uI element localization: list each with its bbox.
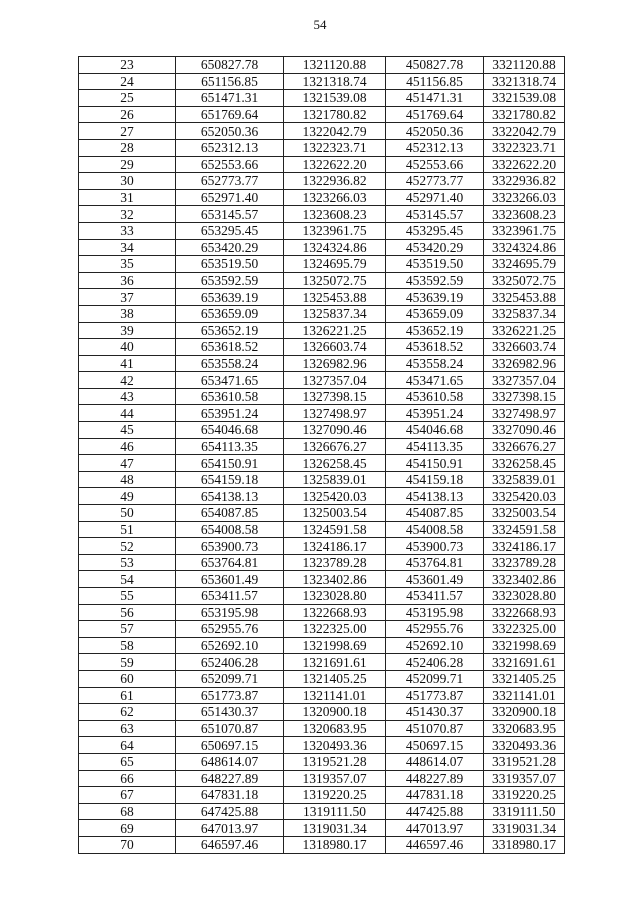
y-coordinate-cell: 1325072.75	[284, 272, 386, 289]
y2-coordinate-cell: 3321405.25	[484, 670, 565, 687]
y-coordinate-cell: 1326676.27	[284, 438, 386, 455]
table-row	[79, 571, 565, 588]
table-row	[79, 471, 565, 488]
table-row	[79, 753, 565, 770]
x2-coordinate-cell: 446597.46	[386, 836, 484, 853]
y2-coordinate-cell: 3321691.61	[484, 654, 565, 671]
x-coordinate-cell: 654008.58	[176, 521, 284, 538]
table-row	[79, 123, 565, 140]
y2-coordinate-cell: 3319357.07	[484, 770, 565, 787]
x-coordinate-cell: 647831.18	[176, 787, 284, 804]
x-coordinate-cell: 653519.50	[176, 256, 284, 273]
y2-coordinate-cell: 3322936.82	[484, 173, 565, 190]
table-row	[79, 820, 565, 837]
y-coordinate-cell: 1324186.17	[284, 538, 386, 555]
x2-coordinate-cell: 447013.97	[386, 820, 484, 837]
y2-coordinate-cell: 3323608.23	[484, 206, 565, 223]
y2-coordinate-cell: 3318980.17	[484, 836, 565, 853]
x2-coordinate-cell: 452692.10	[386, 637, 484, 654]
x-coordinate-cell: 651156.85	[176, 73, 284, 90]
point-number-cell: 70	[79, 836, 176, 853]
x-coordinate-cell: 654113.35	[176, 438, 284, 455]
x2-coordinate-cell: 447831.18	[386, 787, 484, 804]
y2-coordinate-cell: 3326676.27	[484, 438, 565, 455]
y2-coordinate-cell: 3325453.88	[484, 289, 565, 306]
y2-coordinate-cell: 3322042.79	[484, 123, 565, 140]
y-coordinate-cell: 1326258.45	[284, 455, 386, 472]
y-coordinate-cell: 1325453.88	[284, 289, 386, 306]
point-number-cell: 66	[79, 770, 176, 787]
y-coordinate-cell: 1321318.74	[284, 73, 386, 90]
point-number-cell: 42	[79, 372, 176, 389]
y2-coordinate-cell: 3324186.17	[484, 538, 565, 555]
table-row	[79, 704, 565, 721]
y-coordinate-cell: 1326221.25	[284, 322, 386, 339]
table-row	[79, 405, 565, 422]
x2-coordinate-cell: 452971.40	[386, 189, 484, 206]
y-coordinate-cell: 1323608.23	[284, 206, 386, 223]
y2-coordinate-cell: 3320683.95	[484, 720, 565, 737]
y2-coordinate-cell: 3322668.93	[484, 604, 565, 621]
point-number-cell: 54	[79, 571, 176, 588]
table-row	[79, 272, 565, 289]
y-coordinate-cell: 1325839.01	[284, 471, 386, 488]
point-number-cell: 58	[79, 637, 176, 654]
x-coordinate-cell: 653639.19	[176, 289, 284, 306]
y2-coordinate-cell: 3321539.08	[484, 90, 565, 107]
y-coordinate-cell: 1325420.03	[284, 488, 386, 505]
x-coordinate-cell: 647425.88	[176, 803, 284, 820]
x-coordinate-cell: 654150.91	[176, 455, 284, 472]
y2-coordinate-cell: 3325003.54	[484, 505, 565, 522]
x-coordinate-cell: 648614.07	[176, 753, 284, 770]
x-coordinate-cell: 652406.28	[176, 654, 284, 671]
x2-coordinate-cell: 451156.85	[386, 73, 484, 90]
point-number-cell: 43	[79, 388, 176, 405]
table-row	[79, 355, 565, 372]
x2-coordinate-cell: 453639.19	[386, 289, 484, 306]
y-coordinate-cell: 1323789.28	[284, 554, 386, 571]
x-coordinate-cell: 646597.46	[176, 836, 284, 853]
x-coordinate-cell: 650827.78	[176, 57, 284, 74]
x2-coordinate-cell: 453900.73	[386, 538, 484, 555]
point-number-cell: 60	[79, 670, 176, 687]
y2-coordinate-cell: 3323789.28	[484, 554, 565, 571]
y-coordinate-cell: 1326603.74	[284, 339, 386, 356]
y-coordinate-cell: 1321998.69	[284, 637, 386, 654]
x-coordinate-cell: 648227.89	[176, 770, 284, 787]
y-coordinate-cell: 1322668.93	[284, 604, 386, 621]
y-coordinate-cell: 1322042.79	[284, 123, 386, 140]
x-coordinate-cell: 651070.87	[176, 720, 284, 737]
y2-coordinate-cell: 3325420.03	[484, 488, 565, 505]
table-row	[79, 305, 565, 322]
x2-coordinate-cell: 453764.81	[386, 554, 484, 571]
x2-coordinate-cell: 447425.88	[386, 803, 484, 820]
point-number-cell: 53	[79, 554, 176, 571]
y-coordinate-cell: 1324591.58	[284, 521, 386, 538]
x2-coordinate-cell: 453471.65	[386, 372, 484, 389]
x2-coordinate-cell: 454113.35	[386, 438, 484, 455]
y-coordinate-cell: 1323266.03	[284, 189, 386, 206]
point-number-cell: 50	[79, 505, 176, 522]
point-number-cell: 47	[79, 455, 176, 472]
point-number-cell: 56	[79, 604, 176, 621]
x-coordinate-cell: 652050.36	[176, 123, 284, 140]
table-row	[79, 488, 565, 505]
point-number-cell: 55	[79, 588, 176, 605]
x-coordinate-cell: 653610.58	[176, 388, 284, 405]
y-coordinate-cell: 1327090.46	[284, 422, 386, 439]
x2-coordinate-cell: 453652.19	[386, 322, 484, 339]
y-coordinate-cell: 1327398.15	[284, 388, 386, 405]
x-coordinate-cell: 653659.09	[176, 305, 284, 322]
point-number-cell: 23	[79, 57, 176, 74]
x-coordinate-cell: 654138.13	[176, 488, 284, 505]
y2-coordinate-cell: 3322323.71	[484, 139, 565, 156]
x2-coordinate-cell: 454087.85	[386, 505, 484, 522]
y2-coordinate-cell: 3324324.86	[484, 239, 565, 256]
point-number-cell: 44	[79, 405, 176, 422]
x2-coordinate-cell: 453610.58	[386, 388, 484, 405]
point-number-cell: 65	[79, 753, 176, 770]
y2-coordinate-cell: 3321141.01	[484, 687, 565, 704]
point-number-cell: 30	[79, 173, 176, 190]
x2-coordinate-cell: 454046.68	[386, 422, 484, 439]
point-number-cell: 62	[79, 704, 176, 721]
x2-coordinate-cell: 452050.36	[386, 123, 484, 140]
coordinates-table	[78, 56, 565, 854]
point-number-cell: 34	[79, 239, 176, 256]
x-coordinate-cell: 651773.87	[176, 687, 284, 704]
y2-coordinate-cell: 3325837.34	[484, 305, 565, 322]
y2-coordinate-cell: 3320900.18	[484, 704, 565, 721]
y2-coordinate-cell: 3324591.58	[484, 521, 565, 538]
x2-coordinate-cell: 453951.24	[386, 405, 484, 422]
table-row	[79, 422, 565, 439]
table-row	[79, 239, 565, 256]
table-row	[79, 521, 565, 538]
table-row	[79, 222, 565, 239]
y2-coordinate-cell: 3323028.80	[484, 588, 565, 605]
point-number-cell: 48	[79, 471, 176, 488]
y-coordinate-cell: 1318980.17	[284, 836, 386, 853]
x2-coordinate-cell: 452553.66	[386, 156, 484, 173]
y-coordinate-cell: 1323028.80	[284, 588, 386, 605]
x-coordinate-cell: 654159.18	[176, 471, 284, 488]
table-row	[79, 322, 565, 339]
point-number-cell: 41	[79, 355, 176, 372]
point-number-cell: 52	[79, 538, 176, 555]
x-coordinate-cell: 654046.68	[176, 422, 284, 439]
point-number-cell: 38	[79, 305, 176, 322]
point-number-cell: 32	[79, 206, 176, 223]
table-row	[79, 372, 565, 389]
point-number-cell: 51	[79, 521, 176, 538]
x2-coordinate-cell: 451430.37	[386, 704, 484, 721]
x-coordinate-cell: 653195.98	[176, 604, 284, 621]
y-coordinate-cell: 1322323.71	[284, 139, 386, 156]
y2-coordinate-cell: 3319031.34	[484, 820, 565, 837]
x-coordinate-cell: 652773.77	[176, 173, 284, 190]
point-number-cell: 24	[79, 73, 176, 90]
x2-coordinate-cell: 452312.13	[386, 139, 484, 156]
x2-coordinate-cell: 451769.64	[386, 106, 484, 123]
y-coordinate-cell: 1324324.86	[284, 239, 386, 256]
y2-coordinate-cell: 3326258.45	[484, 455, 565, 472]
y-coordinate-cell: 1319031.34	[284, 820, 386, 837]
x-coordinate-cell: 652099.71	[176, 670, 284, 687]
y2-coordinate-cell: 3321780.82	[484, 106, 565, 123]
x-coordinate-cell: 651769.64	[176, 106, 284, 123]
point-number-cell: 25	[79, 90, 176, 107]
y-coordinate-cell: 1319220.25	[284, 787, 386, 804]
table-row	[79, 256, 565, 273]
y-coordinate-cell: 1327498.97	[284, 405, 386, 422]
x-coordinate-cell: 653900.73	[176, 538, 284, 555]
y2-coordinate-cell: 3326221.25	[484, 322, 565, 339]
y-coordinate-cell: 1323961.75	[284, 222, 386, 239]
point-number-cell: 27	[79, 123, 176, 140]
y2-coordinate-cell: 3322325.00	[484, 621, 565, 638]
point-number-cell: 28	[79, 139, 176, 156]
table-row	[79, 189, 565, 206]
x2-coordinate-cell: 451773.87	[386, 687, 484, 704]
x2-coordinate-cell: 454159.18	[386, 471, 484, 488]
y2-coordinate-cell: 3327357.04	[484, 372, 565, 389]
y2-coordinate-cell: 3319521.28	[484, 753, 565, 770]
x2-coordinate-cell: 453145.57	[386, 206, 484, 223]
table-row	[79, 73, 565, 90]
table-row	[79, 737, 565, 754]
x-coordinate-cell: 654087.85	[176, 505, 284, 522]
y2-coordinate-cell: 3325839.01	[484, 471, 565, 488]
y2-coordinate-cell: 3325072.75	[484, 272, 565, 289]
y-coordinate-cell: 1321780.82	[284, 106, 386, 123]
point-number-cell: 68	[79, 803, 176, 820]
y2-coordinate-cell: 3327498.97	[484, 405, 565, 422]
y-coordinate-cell: 1319521.28	[284, 753, 386, 770]
x2-coordinate-cell: 452773.77	[386, 173, 484, 190]
x2-coordinate-cell: 453195.98	[386, 604, 484, 621]
y2-coordinate-cell: 3326982.96	[484, 355, 565, 372]
x-coordinate-cell: 653411.57	[176, 588, 284, 605]
y-coordinate-cell: 1321120.88	[284, 57, 386, 74]
x-coordinate-cell: 653618.52	[176, 339, 284, 356]
x2-coordinate-cell: 453519.50	[386, 256, 484, 273]
x-coordinate-cell: 653601.49	[176, 571, 284, 588]
table-row	[79, 803, 565, 820]
y-coordinate-cell: 1325003.54	[284, 505, 386, 522]
table-row	[79, 90, 565, 107]
x2-coordinate-cell: 451471.31	[386, 90, 484, 107]
x-coordinate-cell: 653652.19	[176, 322, 284, 339]
table-body	[79, 57, 565, 854]
x2-coordinate-cell: 453295.45	[386, 222, 484, 239]
table-row	[79, 554, 565, 571]
point-number-cell: 59	[79, 654, 176, 671]
point-number-cell: 36	[79, 272, 176, 289]
table-row	[79, 720, 565, 737]
point-number-cell: 40	[79, 339, 176, 356]
x2-coordinate-cell: 452955.76	[386, 621, 484, 638]
x2-coordinate-cell: 454008.58	[386, 521, 484, 538]
point-number-cell: 31	[79, 189, 176, 206]
point-number-cell: 26	[79, 106, 176, 123]
y2-coordinate-cell: 3327398.15	[484, 388, 565, 405]
y-coordinate-cell: 1321539.08	[284, 90, 386, 107]
table-row	[79, 206, 565, 223]
x-coordinate-cell: 651430.37	[176, 704, 284, 721]
table-row	[79, 621, 565, 638]
point-number-cell: 29	[79, 156, 176, 173]
y-coordinate-cell: 1325837.34	[284, 305, 386, 322]
table-row	[79, 604, 565, 621]
y-coordinate-cell: 1319357.07	[284, 770, 386, 787]
x-coordinate-cell: 652955.76	[176, 621, 284, 638]
page-number: 54	[313, 17, 327, 32]
y2-coordinate-cell: 3321998.69	[484, 637, 565, 654]
table-row	[79, 637, 565, 654]
table-row	[79, 670, 565, 687]
y-coordinate-cell: 1320493.36	[284, 737, 386, 754]
x2-coordinate-cell: 453420.29	[386, 239, 484, 256]
y2-coordinate-cell: 3322622.20	[484, 156, 565, 173]
x-coordinate-cell: 652553.66	[176, 156, 284, 173]
y-coordinate-cell: 1321691.61	[284, 654, 386, 671]
y2-coordinate-cell: 3321120.88	[484, 57, 565, 74]
y2-coordinate-cell: 3320493.36	[484, 737, 565, 754]
y-coordinate-cell: 1322325.00	[284, 621, 386, 638]
x2-coordinate-cell: 454150.91	[386, 455, 484, 472]
x-coordinate-cell: 652692.10	[176, 637, 284, 654]
x-coordinate-cell: 653951.24	[176, 405, 284, 422]
point-number-cell: 57	[79, 621, 176, 638]
table-row	[79, 588, 565, 605]
x-coordinate-cell: 651471.31	[176, 90, 284, 107]
x2-coordinate-cell: 448227.89	[386, 770, 484, 787]
x2-coordinate-cell: 453558.24	[386, 355, 484, 372]
point-number-cell: 49	[79, 488, 176, 505]
x-coordinate-cell: 653471.65	[176, 372, 284, 389]
table-row	[79, 455, 565, 472]
table-row	[79, 687, 565, 704]
y2-coordinate-cell: 3323961.75	[484, 222, 565, 239]
x-coordinate-cell: 653558.24	[176, 355, 284, 372]
y-coordinate-cell: 1321405.25	[284, 670, 386, 687]
x-coordinate-cell: 647013.97	[176, 820, 284, 837]
y2-coordinate-cell: 3319220.25	[484, 787, 565, 804]
x2-coordinate-cell: 452406.28	[386, 654, 484, 671]
table-row	[79, 787, 565, 804]
x2-coordinate-cell: 452099.71	[386, 670, 484, 687]
x2-coordinate-cell: 448614.07	[386, 753, 484, 770]
x-coordinate-cell: 653145.57	[176, 206, 284, 223]
x2-coordinate-cell: 453592.59	[386, 272, 484, 289]
x2-coordinate-cell: 450697.15	[386, 737, 484, 754]
x2-coordinate-cell: 453659.09	[386, 305, 484, 322]
y-coordinate-cell: 1322622.20	[284, 156, 386, 173]
y-coordinate-cell: 1320900.18	[284, 704, 386, 721]
table-row	[79, 505, 565, 522]
y-coordinate-cell: 1319111.50	[284, 803, 386, 820]
x-coordinate-cell: 650697.15	[176, 737, 284, 754]
y-coordinate-cell: 1326982.96	[284, 355, 386, 372]
y-coordinate-cell: 1320683.95	[284, 720, 386, 737]
x2-coordinate-cell: 453618.52	[386, 339, 484, 356]
y2-coordinate-cell: 3324695.79	[484, 256, 565, 273]
x-coordinate-cell: 653420.29	[176, 239, 284, 256]
y2-coordinate-cell: 3323266.03	[484, 189, 565, 206]
y-coordinate-cell: 1321141.01	[284, 687, 386, 704]
table-row	[79, 836, 565, 853]
x-coordinate-cell: 653592.59	[176, 272, 284, 289]
point-number-cell: 37	[79, 289, 176, 306]
x-coordinate-cell: 652971.40	[176, 189, 284, 206]
x-coordinate-cell: 652312.13	[176, 139, 284, 156]
point-number-cell: 61	[79, 687, 176, 704]
table-row	[79, 106, 565, 123]
x2-coordinate-cell: 450827.78	[386, 57, 484, 74]
y2-coordinate-cell: 3319111.50	[484, 803, 565, 820]
x-coordinate-cell: 653764.81	[176, 554, 284, 571]
point-number-cell: 33	[79, 222, 176, 239]
y2-coordinate-cell: 3323402.86	[484, 571, 565, 588]
table-row	[79, 388, 565, 405]
table-row	[79, 654, 565, 671]
y-coordinate-cell: 1323402.86	[284, 571, 386, 588]
point-number-cell: 46	[79, 438, 176, 455]
point-number-cell: 35	[79, 256, 176, 273]
table-row	[79, 156, 565, 173]
x2-coordinate-cell: 453411.57	[386, 588, 484, 605]
x2-coordinate-cell: 451070.87	[386, 720, 484, 737]
table-row	[79, 139, 565, 156]
table-row	[79, 438, 565, 455]
point-number-cell: 63	[79, 720, 176, 737]
y-coordinate-cell: 1322936.82	[284, 173, 386, 190]
table-row	[79, 289, 565, 306]
point-number-cell: 64	[79, 737, 176, 754]
table-row	[79, 57, 565, 74]
y2-coordinate-cell: 3321318.74	[484, 73, 565, 90]
y2-coordinate-cell: 3326603.74	[484, 339, 565, 356]
y-coordinate-cell: 1327357.04	[284, 372, 386, 389]
x2-coordinate-cell: 453601.49	[386, 571, 484, 588]
x-coordinate-cell: 653295.45	[176, 222, 284, 239]
y-coordinate-cell: 1324695.79	[284, 256, 386, 273]
y2-coordinate-cell: 3327090.46	[484, 422, 565, 439]
table-row	[79, 770, 565, 787]
point-number-cell: 69	[79, 820, 176, 837]
point-number-cell: 45	[79, 422, 176, 439]
table-row	[79, 538, 565, 555]
point-number-cell: 39	[79, 322, 176, 339]
table-row	[79, 173, 565, 190]
point-number-cell: 67	[79, 787, 176, 804]
table-row	[79, 339, 565, 356]
x2-coordinate-cell: 454138.13	[386, 488, 484, 505]
